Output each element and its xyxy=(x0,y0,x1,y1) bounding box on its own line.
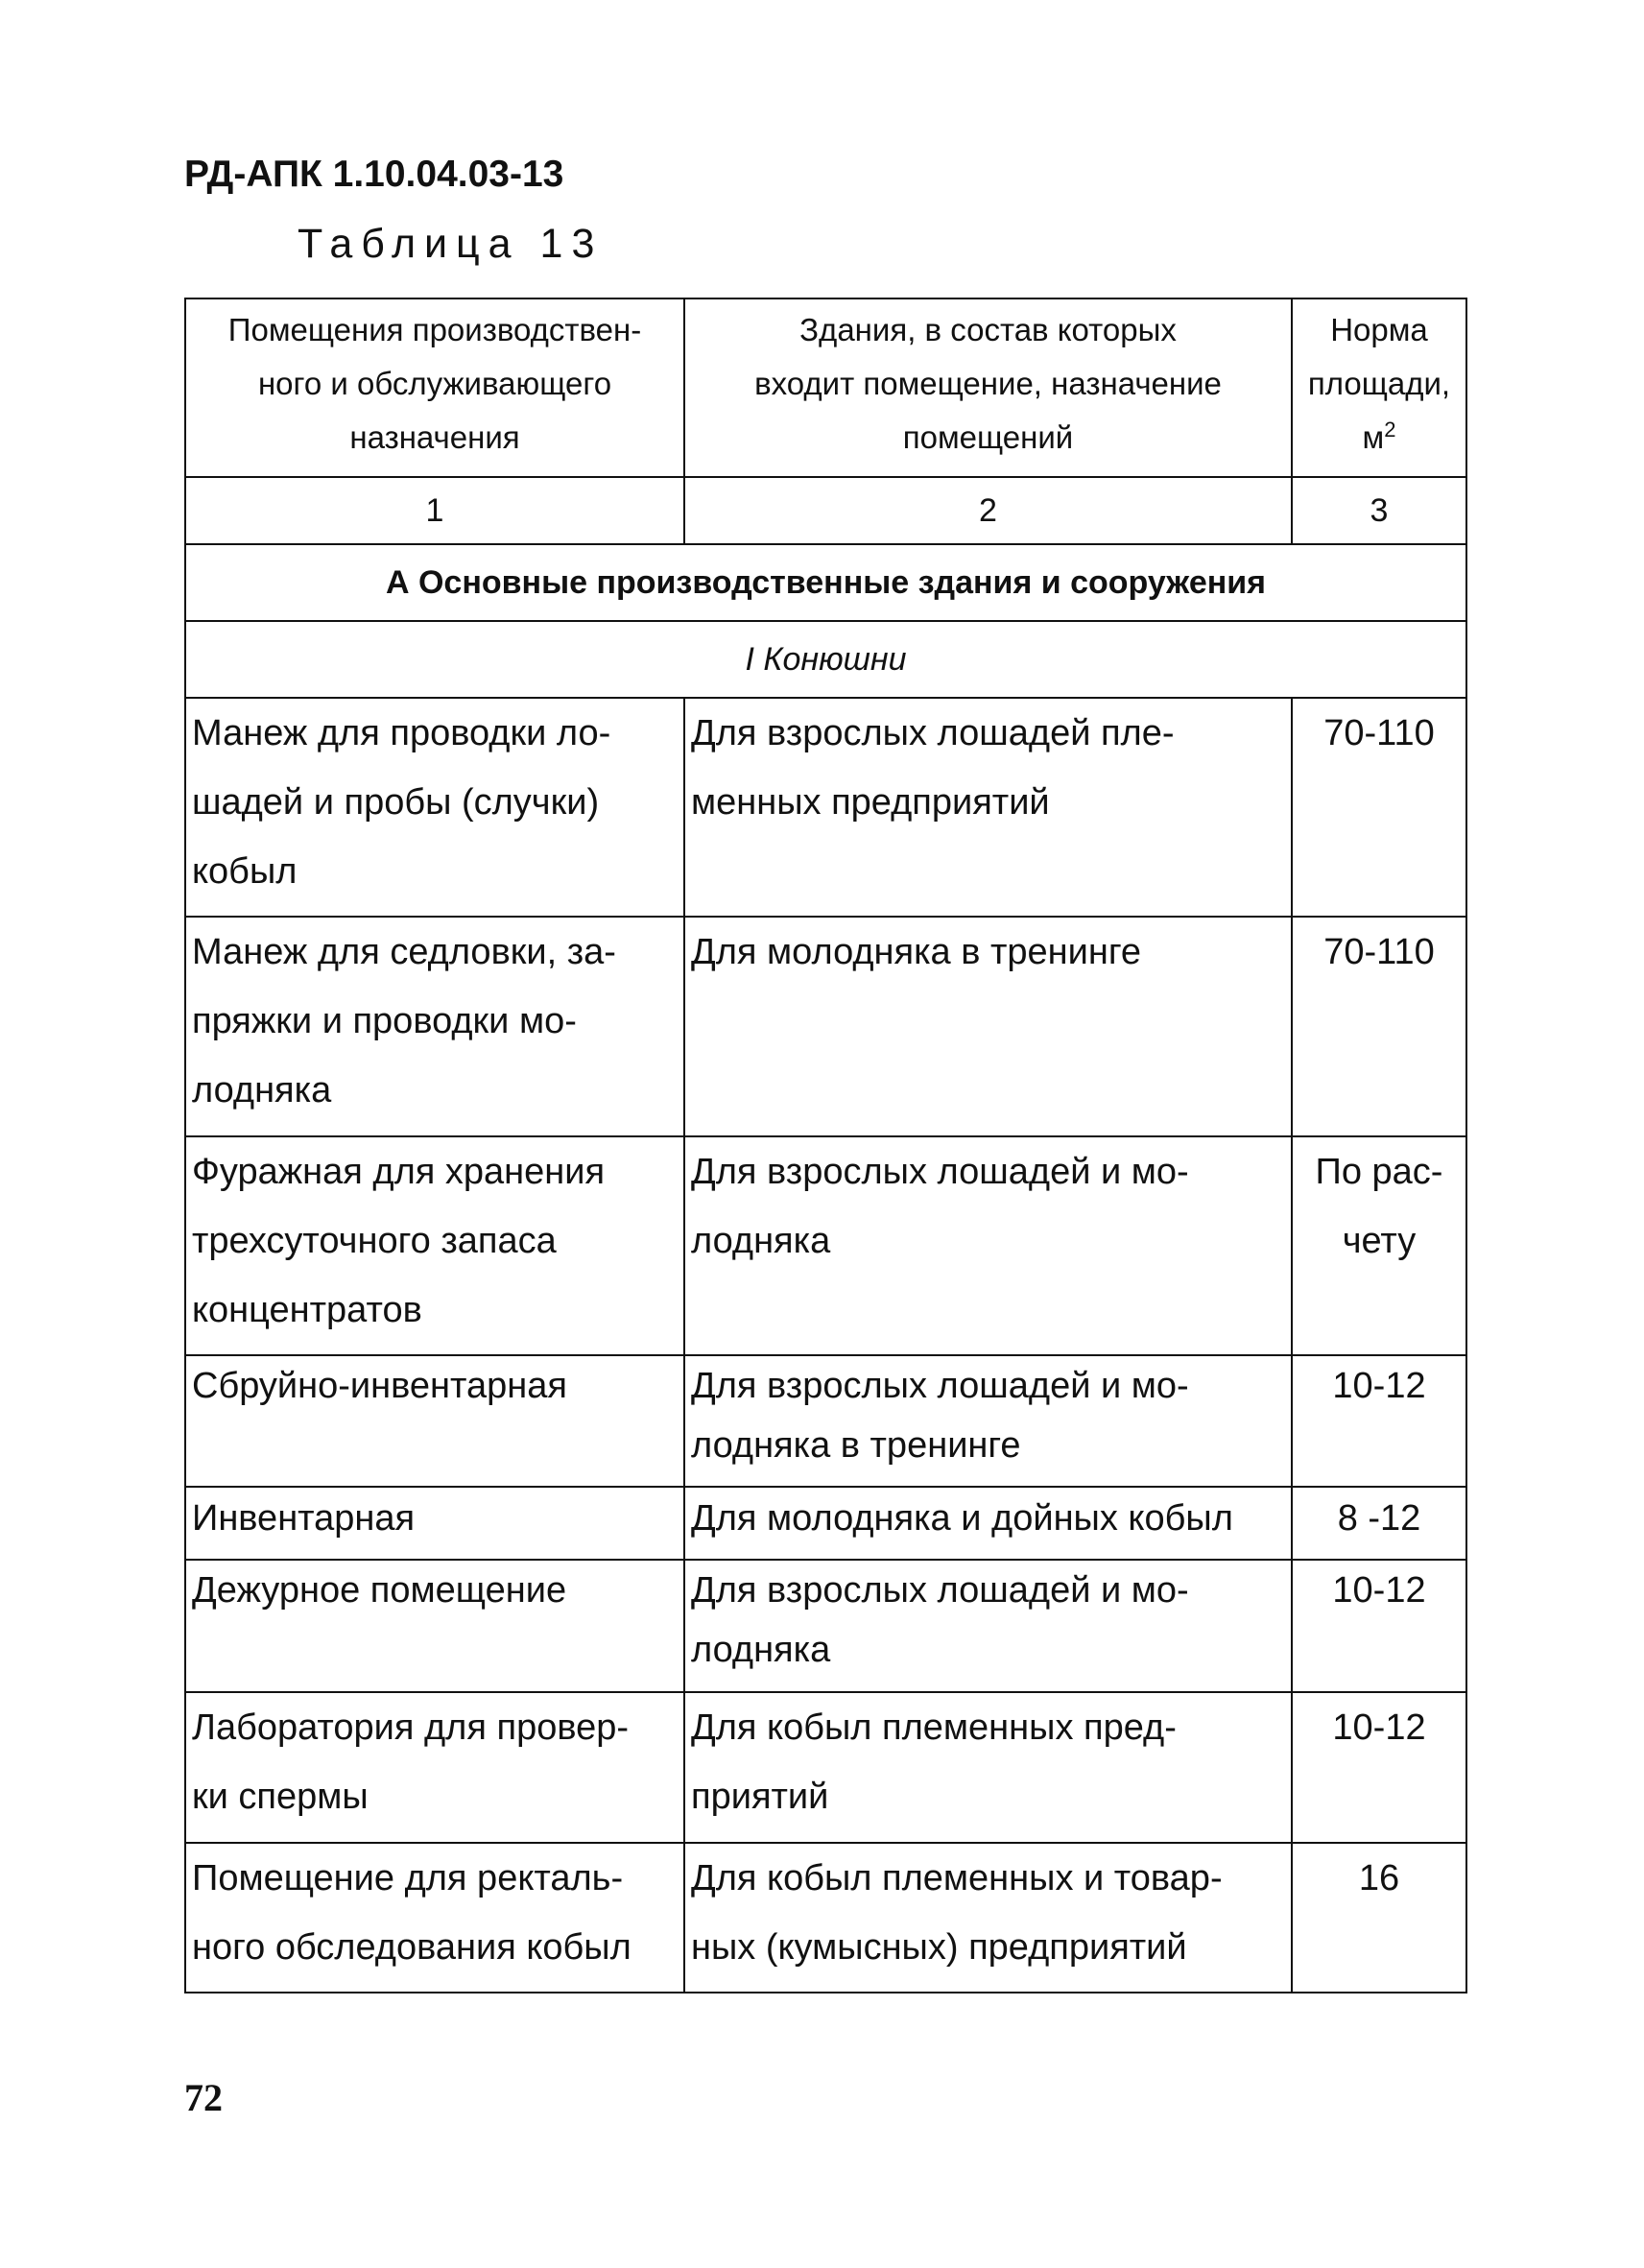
cell-buildings-text: Для кобыл племенных пред- приятий xyxy=(691,1707,1177,1817)
table-row xyxy=(185,1487,1466,1560)
cell-buildings-text: Для взрослых лошадей пле- менных предприятий xyxy=(691,713,1175,823)
cell-room-text: Помещение для ректаль- ного обследования кобыл xyxy=(192,1858,631,1968)
cell-norm-text: 70-110 xyxy=(1323,932,1435,972)
cell-norm xyxy=(1292,1692,1466,1843)
cell-norm xyxy=(1292,1136,1466,1355)
table-row xyxy=(185,698,1466,917)
table-header-row xyxy=(185,298,1466,477)
cell-norm-text: 10-12 xyxy=(1332,1366,1426,1406)
cell-room xyxy=(185,1136,684,1355)
table-row xyxy=(185,1355,1466,1487)
cell-norm xyxy=(1292,1560,1466,1692)
section-row xyxy=(185,544,1466,621)
cell-norm-text: 10-12 xyxy=(1332,1707,1426,1748)
cell-buildings xyxy=(684,917,1292,1136)
cell-buildings xyxy=(684,1560,1292,1692)
cell-room-text: Дежурное помещение xyxy=(192,1570,567,1611)
cell-room xyxy=(185,1843,684,1993)
cell-buildings xyxy=(684,1487,1292,1560)
document-code: РД-АПК 1.10.04.03-13 xyxy=(184,154,564,195)
column-number-3: 3 xyxy=(1292,477,1466,544)
cell-buildings-text: Для взрослых лошадей и мо- лодняка xyxy=(691,1570,1189,1670)
subsection-row xyxy=(185,621,1466,698)
cell-room xyxy=(185,1560,684,1692)
cell-norm-text: По рас- чету xyxy=(1315,1152,1443,1261)
cell-buildings xyxy=(684,1355,1292,1487)
cell-room xyxy=(185,917,684,1136)
header-col-norm-text: Норма площади, м xyxy=(1307,312,1451,455)
cell-buildings-text: Для кобыл племенных и товар- ных (кумысных) предприятий xyxy=(691,1858,1223,1968)
cell-norm xyxy=(1292,698,1466,917)
cell-norm-text: 70-110 xyxy=(1323,713,1435,753)
cell-buildings xyxy=(684,1692,1292,1843)
header-col-rooms xyxy=(185,298,684,477)
section-title: А Основные производственные здания и сооружения xyxy=(185,544,1466,621)
cell-room-text: Сбруйно-инвентарная xyxy=(192,1366,567,1406)
header-col-rooms-text: Помещения производствен- ного и обслуживающего назначения xyxy=(227,312,642,455)
cell-buildings xyxy=(684,1843,1292,1993)
cell-norm-text: 16 xyxy=(1358,1858,1400,1898)
header-col-buildings xyxy=(684,298,1292,477)
cell-norm xyxy=(1292,1487,1466,1560)
cell-room xyxy=(185,1355,684,1487)
cell-buildings-text: Для взрослых лошадей и мо- лодняка xyxy=(691,1152,1189,1261)
cell-buildings xyxy=(684,698,1292,917)
table-row xyxy=(185,917,1466,1136)
table-row xyxy=(185,1692,1466,1843)
column-number-2: 2 xyxy=(684,477,1292,544)
table-row xyxy=(185,1843,1466,1993)
cell-buildings-text: Для взрослых лошадей и мо- лодняка в тренинге xyxy=(691,1366,1189,1466)
cell-norm xyxy=(1292,1355,1466,1487)
cell-room-text: Фуражная для хранения трехсуточного запаса концентратов xyxy=(192,1152,606,1330)
cell-room-text: Манеж для проводки ло- шадей и пробы (случки) кобыл xyxy=(192,713,611,892)
cell-room xyxy=(185,1487,684,1560)
cell-room-text: Инвентарная xyxy=(192,1498,416,1539)
header-col-norm-superscript: 2 xyxy=(1384,418,1396,442)
cell-room xyxy=(185,698,684,917)
cell-room xyxy=(185,1692,684,1843)
table-row xyxy=(185,1136,1466,1355)
table-row xyxy=(185,1560,1466,1692)
cell-buildings-text: Для молодняка в тренинге xyxy=(691,932,1142,972)
column-number-1: 1 xyxy=(185,477,684,544)
header-col-norm xyxy=(1292,298,1466,477)
cell-buildings xyxy=(684,1136,1292,1355)
norms-table xyxy=(184,298,1467,1993)
table-caption: Таблица 13 xyxy=(298,221,604,267)
cell-norm-text: 8 -12 xyxy=(1337,1498,1421,1539)
cell-room-text: Лаборатория для провер- ки спермы xyxy=(192,1707,630,1817)
column-numbers-row xyxy=(185,477,1466,544)
cell-norm xyxy=(1292,1843,1466,1993)
cell-norm-text: 10-12 xyxy=(1332,1570,1426,1611)
page-number: 72 xyxy=(184,2076,223,2119)
cell-norm xyxy=(1292,917,1466,1136)
cell-room-text: Манеж для седловки, за- пряжки и проводки мо- лодняка xyxy=(192,932,616,1110)
cell-buildings-text: Для молодняка и дойных кобыл xyxy=(691,1498,1233,1539)
subsection-title: I Конюшни xyxy=(185,621,1466,698)
header-col-buildings-text: Здания, в состав которых входит помещение, назначение помещений xyxy=(754,312,1222,455)
